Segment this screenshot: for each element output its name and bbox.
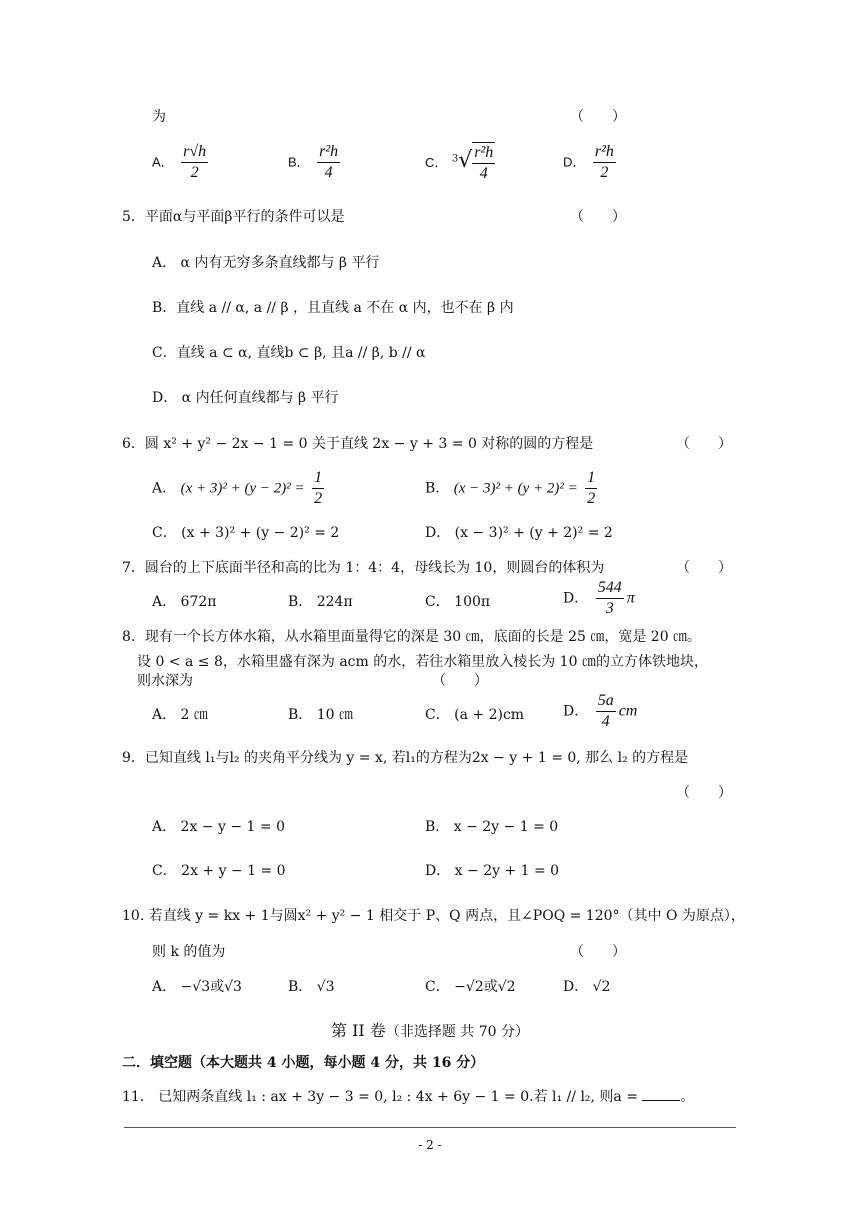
q10-option-c[interactable]: C． −√2或√2 [425,979,516,995]
q4-option-c[interactable]: C． $^3$√ $\frac{\text{r²h}}{4}$ [425,144,494,182]
q10-option-d[interactable]: D． √2 [563,979,611,995]
q5-option-b[interactable]: B．直线 a // α, a // β ，且直线 a 不在 α 内，也不在 β 内 [152,300,514,316]
q5-option-a[interactable]: A． α 内有无穷多条直线都与 β 平行 [152,255,380,271]
q8-stem-line1: 8．现有一个长方体水箱，从水箱里面量得它的深是 30 ㎝，底面的长是 25 ㎝，宽是 20 ㎝。 [122,629,702,645]
q9-option-d[interactable]: D． x − 2y + 1 = 0 [425,863,560,879]
q7-option-b[interactable]: B． 224π [288,594,353,610]
q5-stem: 5．平面α与平面β平行的条件可以是 [122,209,345,225]
q9-answer-paren: （ ） [676,785,732,801]
root-index: 3 [451,153,459,165]
q9-stem: 9．已知直线 l₁与l₂ 的夹角平分线为 y = x, 若l₁的方程为2x − y + 1 = 0, 那么 l₂ 的方程是 [122,750,689,766]
q8-option-d[interactable]: D． $\frac{5a}{4}$ cm [563,692,638,730]
footer-divider [124,1127,736,1128]
q11-tail: 。 [680,1089,695,1105]
q10-stem-line2: 则 k 的值为 [152,944,226,960]
q8-stem-line3: 则水深为 [137,673,193,689]
q10-option-b[interactable]: B． √3 [288,979,335,995]
q6-option-c[interactable]: C． (x + 3)² + (y − 2)² = 2 [152,525,340,541]
q7-option-a[interactable]: A． 672π [152,594,217,610]
q6-answer-paren: （ ） [676,436,732,452]
q4-option-d[interactable]: D． $\frac{\text{r²h}}{2}$ [563,143,614,181]
q7-option-d[interactable]: D． $\frac{544}{3}$ π [563,579,635,617]
q11-answer-blank[interactable] [642,1088,680,1101]
q10-answer-paren: （ ） [570,944,626,960]
page-number: - 2 - [418,1138,442,1152]
fill-in-heading: 二．填空题（本大题共 4 小题，每小题 4 分，共 16 分） [122,1055,485,1071]
q7-option-c[interactable]: C． 100π [425,594,491,610]
q11-stem: 11． 已知两条直线 l₁ : ax + 3y − 3 = 0, l₂ : 4x + 6y − 1 = 0.若 l₁ // l₂, 则a = [122,1089,638,1105]
q11 [122,1086,694,1106]
q6-stem: 6．圆 x² + y² − 2x − 1 = 0 关于直线 2x − y + 3 = 0 对称的圆的方程是 [122,436,594,452]
q8-answer-paren: （ ） [432,673,488,689]
q7-answer-paren: （ ） [676,560,732,576]
section-title-main: 第 II 卷 [331,1021,386,1040]
q5-option-c[interactable]: C．直线 a ⊂ α, 直线b ⊂ β, 且a // β, b // α [152,345,426,361]
q8-option-c[interactable]: C． (a + 2)cm [425,707,525,723]
q10-option-a[interactable]: A． −√3或√3 [152,979,242,995]
q9-option-a[interactable]: A． 2x − y − 1 = 0 [152,819,285,835]
q9-option-b[interactable]: B． x − 2y − 1 = 0 [425,819,559,835]
section-subtitle: （非选择题 共 70 分） [385,1024,529,1040]
section-title [0,1018,860,1041]
q6-option-b[interactable]: B． (x − 3)² + (y + 2)² = $\frac{1}{2}$ [425,469,596,507]
q5-option-d[interactable]: D． α 内任何直线都与 β 平行 [152,390,339,406]
q8-stem-line2: 设 0 < a ≤ 8，水箱里盛有深为 acm 的水，若往水箱里放入棱长为 10 ㎝的立方体铁地块， [137,654,708,670]
q7-stem: 7．圆台的上下底面半径和高的比为 1：4：4，母线长为 10，则圆台的体积为 [122,560,605,576]
q4-option-a[interactable]: A． $\frac{r√h}{2}$ [152,143,207,181]
q4-stem-tail: 为 [152,109,166,125]
q6-option-a[interactable]: A． (x + 3)² + (y − 2)² = $\frac{1}{2}$ [152,469,323,507]
q4-option-b[interactable]: B． $\frac{\text{r²h}}{4}$ [288,143,339,181]
q5-answer-paren: （ ） [570,209,626,225]
q8-option-b[interactable]: B． 10 ㎝ [288,707,354,723]
cube-root-sign: √ [458,148,473,173]
q9-option-c[interactable]: C． 2x + y − 1 = 0 [152,863,286,879]
q4-answer-paren: （ ） [570,109,626,125]
q6-option-d[interactable]: D． (x − 3)² + (y + 2)² = 2 [425,525,613,541]
q10-stem: 10. 若直线 y = kx + 1与圆x² + y² − 1 相交于 P、Q 两点，且∠POQ = 120°（其中 O 为原点）， [122,908,745,924]
q8-option-a[interactable]: A． 2 ㎝ [152,707,208,723]
